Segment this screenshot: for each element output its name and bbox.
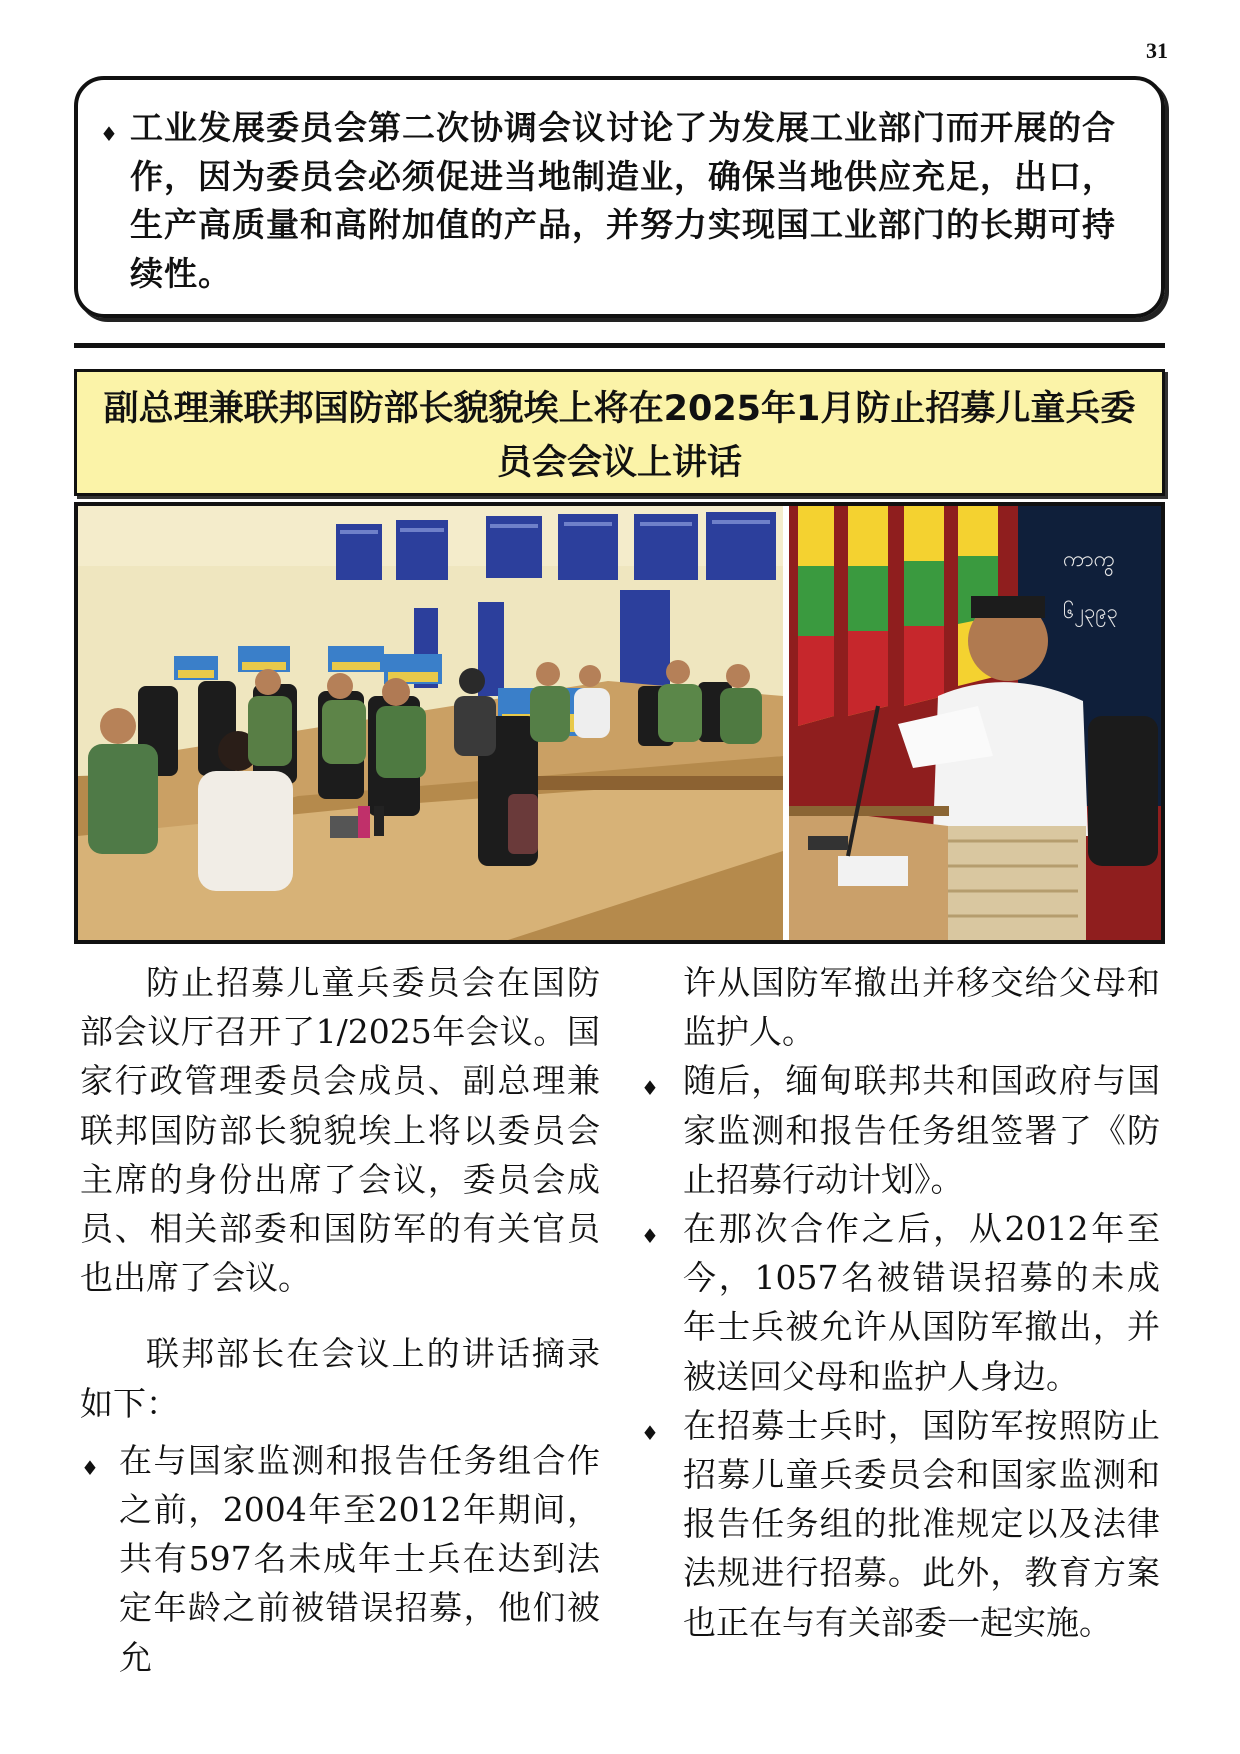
headline-line-2: 员会会议上讲话 [496,443,742,483]
article-paragraph-2: 联邦部长在会议上的讲话摘录如下： [80,1334,600,1423]
meeting-photos [78,506,1161,940]
speech-point-4-text: 在招募士兵时，国防军按照防止招募儿童兵委员会和国家监测和报告任务组的批准规定以及法律法规进行招募。此外，教育方案也正在与有关部委一起实施。 [683,1405,1160,1642]
article-paragraph-1: 防止招募儿童兵委员会在国防部会议厅召开了1/2025年会议。国家行政管理委员会成员、副总理兼联邦国防部长貌貌埃上将以委员会主席的身份出席了会议，委员会成员、相关部委和国防军的有关官员也出席了会议。 [80,963,600,1298]
diamond-bullet-icon: ♦ [641,1420,659,1445]
speech-point-3 [640,1204,1160,1401]
photo-frame [74,502,1165,944]
article-right-column [640,958,1160,1647]
diamond-bullet-icon: ♦ [100,122,118,146]
speech-point-2-text: 随后，缅甸联邦共和国政府与国家监测和报告任务组签署了《防止招募行动计划》。 [683,1061,1160,1199]
speech-point-4 [640,1401,1160,1647]
article-headline [74,369,1165,496]
summary-box [74,76,1165,318]
section-divider [74,343,1165,348]
article-left-column [80,958,600,1682]
speaker-photo [789,506,1161,940]
backdrop-sign-top: ကာကွ [1063,547,1116,572]
headline-line-1: 副总理兼联邦国防部长貌貌埃上将在2025年1月防止招募儿童兵委 [103,389,1136,429]
backdrop-sign-bottom: ၆၂၃၉၃ [1063,599,1118,623]
meeting-room-photo [78,506,783,940]
diamond-bullet-icon: ♦ [641,1224,659,1249]
speech-point-1-text: 在与国家监测和报告任务组合作之前，2004年至2012年期间，共有597名未成年士兵在达到法定年龄之前被错误招募，他们被允 [119,1440,600,1677]
speech-point-1 [80,1436,600,1682]
diamond-bullet-icon: ♦ [81,1455,99,1480]
speech-point-3-text: 在那次合作之后，从2012年至今，1057名被错误招募的未成年士兵被允许从国防军撤出，并被送回父母和监护人身边。 [683,1209,1160,1396]
diamond-bullet-icon: ♦ [641,1076,659,1101]
summary-text: 工业发展委员会第二次协调会议讨论了为发展工业部门而开展的合作，因为委员会必须促进当地制造业，确保当地供应充足，出口，生产高质量和高附加值的产品，并努力实现国工业部门的长期可持续性。 [130,108,1116,293]
page-number: 31 [1146,38,1168,63]
speech-point-2 [640,1056,1160,1204]
speech-point-1-continued: 许从国防军撤出并移交给父母和监护人。 [683,963,1160,1052]
